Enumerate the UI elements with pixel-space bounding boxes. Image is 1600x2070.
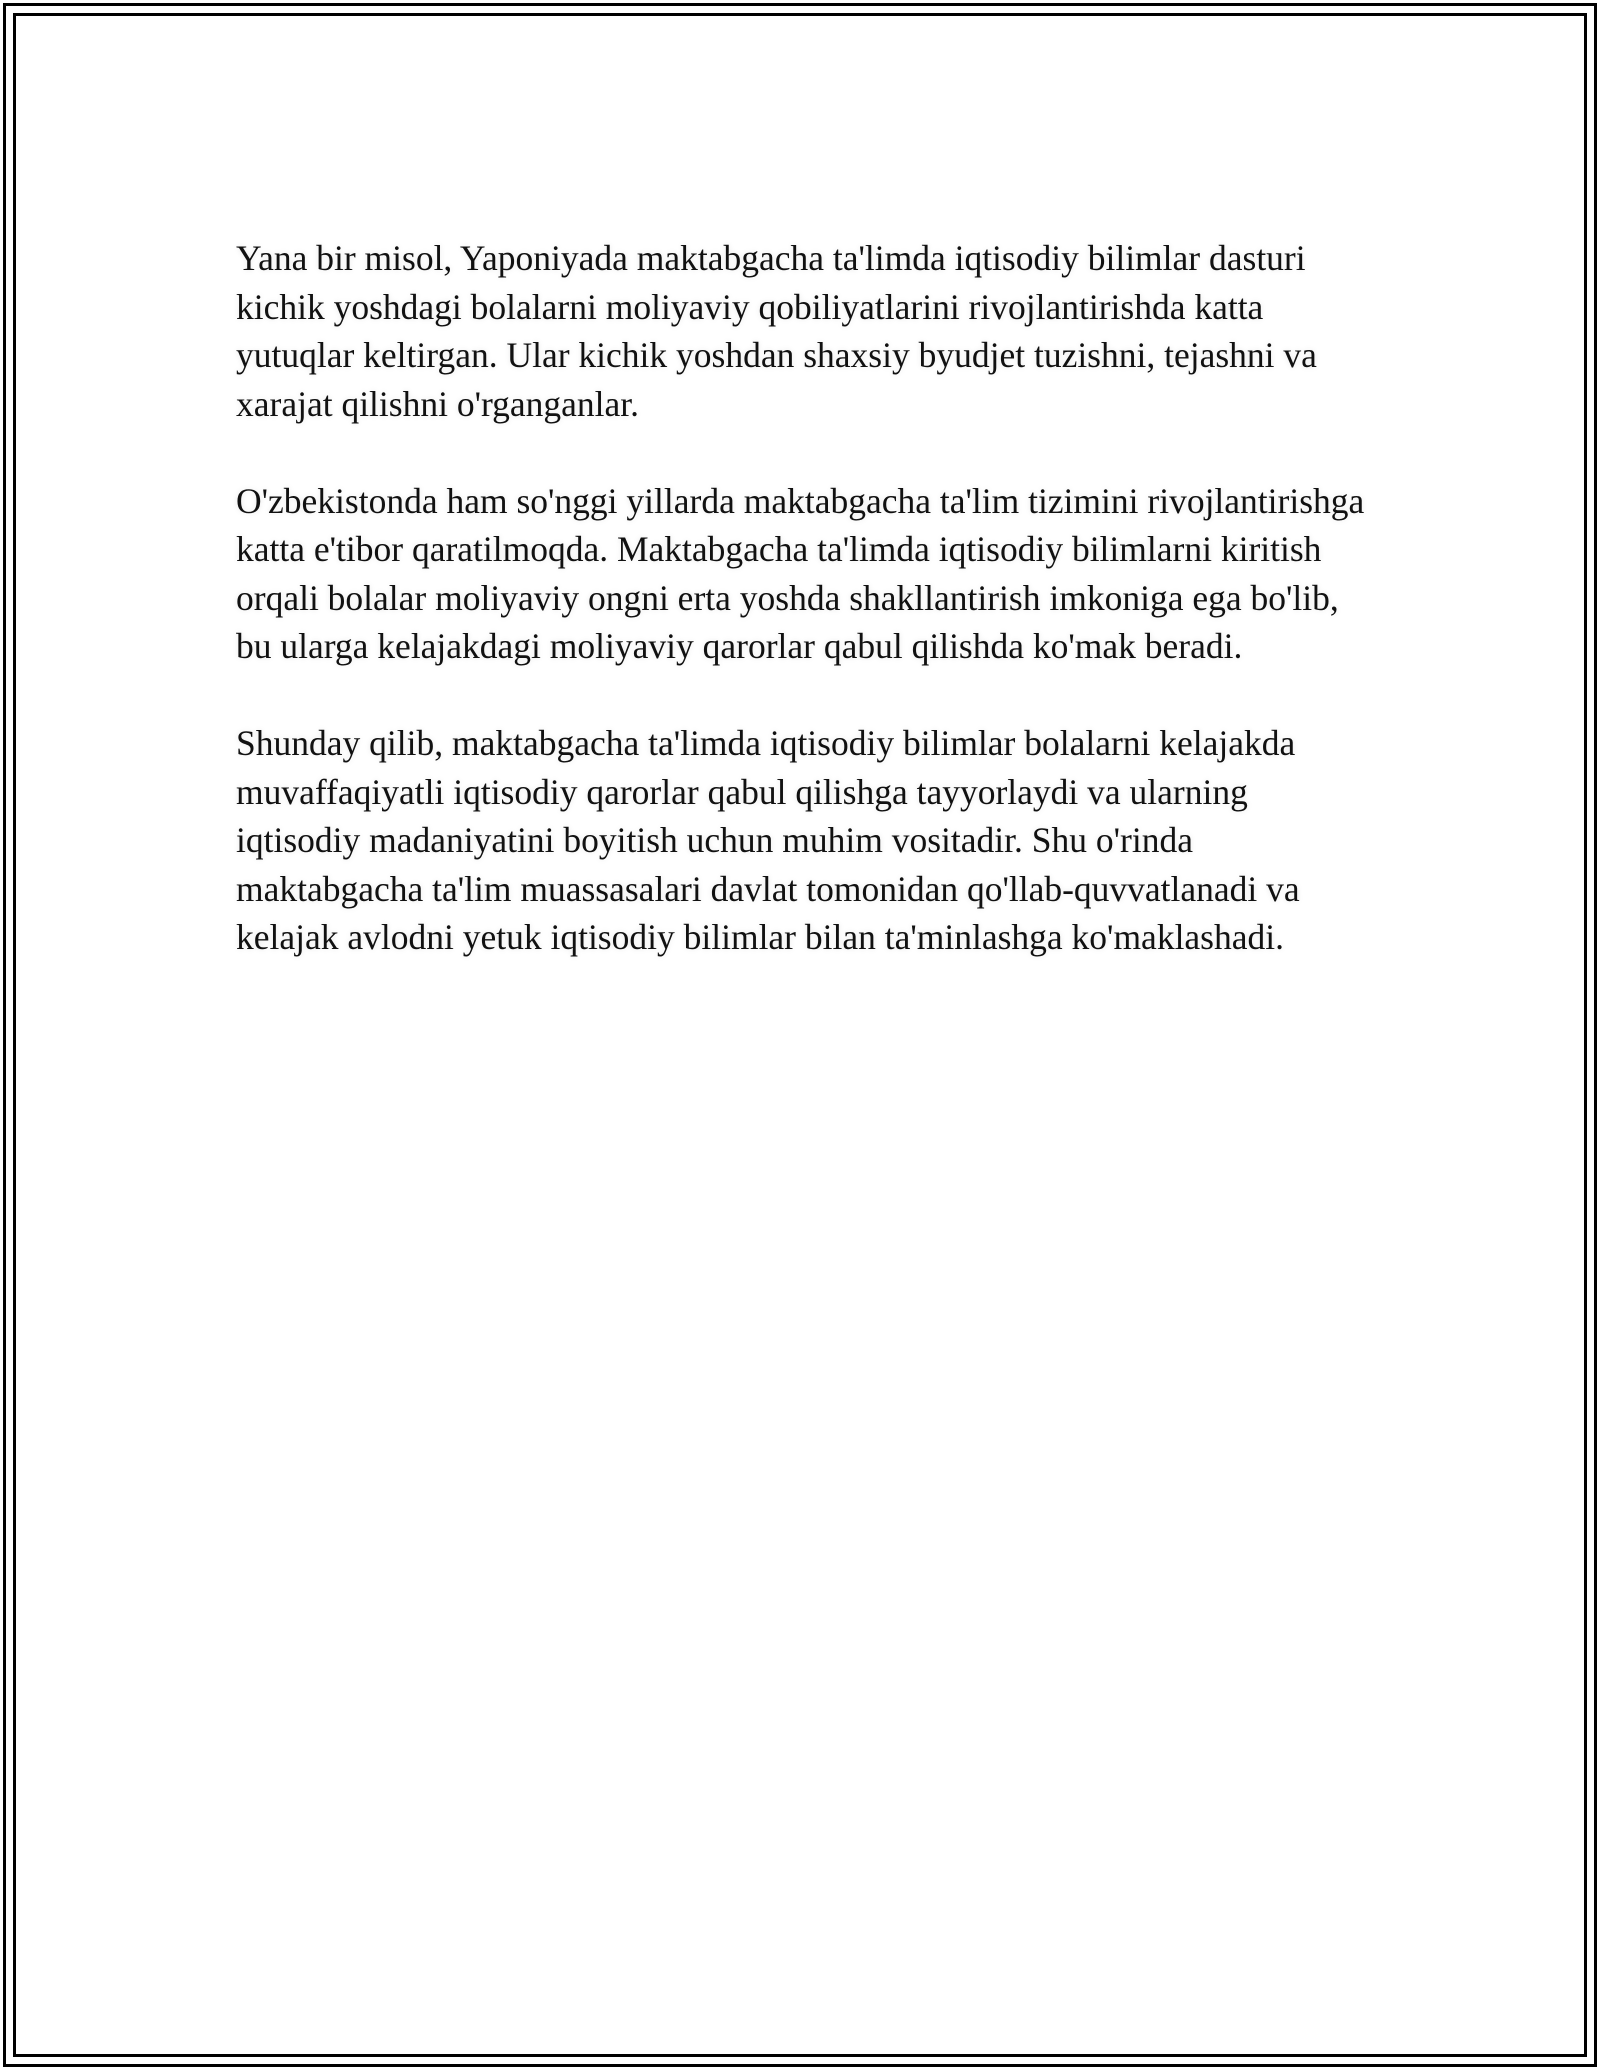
document-body xyxy=(236,234,1376,1010)
paragraph-3: Shunday qilib, maktabgacha ta'limda iqtisodiy bilimlar bolalarni kelajakda muvaffaqiyatli iqtisodiy qarorlar qabul qilishga tayyorlaydi va ularning iqtisodiy madaniyatini boyitish uchun muhim vositadir. Shu o'rinda maktabgacha ta'lim muassasalari davlat tomonidan qo'llab-quvvatlanadi va kelajak avlodni yetuk iqtisodiy bilimlar bilan ta'minlashga ko'maklashadi. xyxy=(236,723,1300,957)
paragraph-1: Yana bir misol, Yaponiyada maktabgacha ta'limda iqtisodiy bilimlar dasturi kichik yoshdagi bolalarni moliyaviy qobiliyatlarini rivojlantirishda katta yutuqlar keltirgan. Ular kichik yoshdan shaxsiy byudjet tuzishni, tejashni va xarajat qilishni o'rganganlar. xyxy=(236,238,1317,424)
paragraph-2: O'zbekistonda ham so'nggi yillarda maktabgacha ta'lim tizimini rivojlantirishga katta e'tibor qaratilmoqda. Maktabgacha ta'limda iqtisodiy bilimlarni kiritish orqali bolalar moliyaviy ongni erta yoshda shakllantirish imkoniga ega bo'lib, bu ularga kelajakdagi moliyaviy qarorlar qabul qilishda ko'mak beradi. xyxy=(236,480,1365,666)
